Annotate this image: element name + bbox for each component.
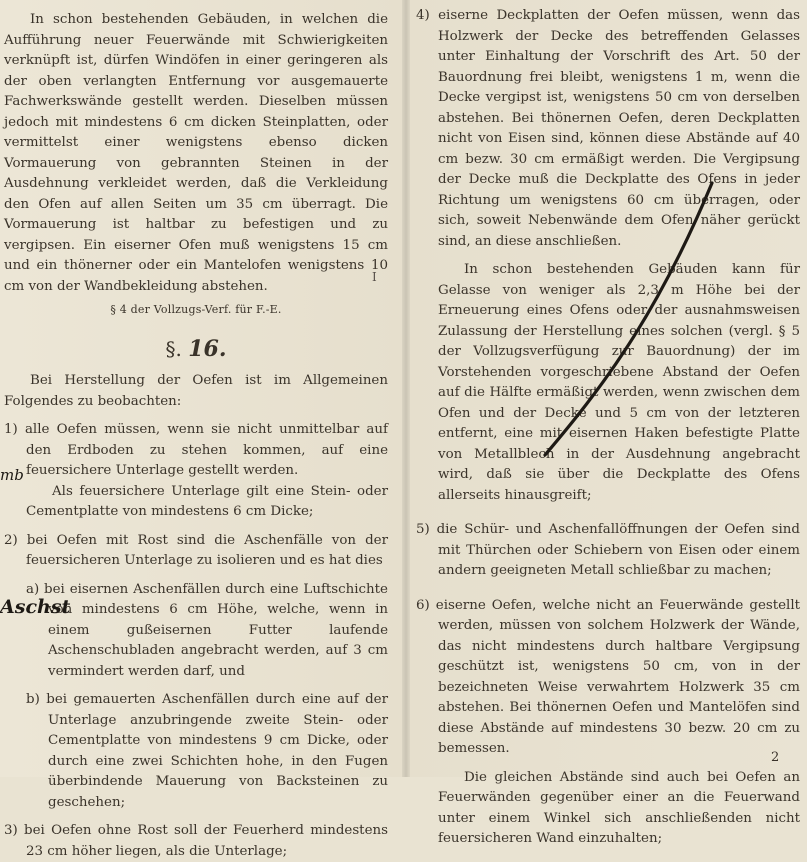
- list-item-1: 1) alle Oefen müssen, wenn sie nicht unmittelbar auf den Erdboden zu stehen kommen, auf eine feuersichere Unterlage gestellt werden.: [4, 422, 388, 478]
- right-column: [416, 6, 800, 850]
- handwritten-note-1: mb: [0, 466, 24, 484]
- reference-note-1: § 4 der Vollzugs-Verf. für F.-E.: [110, 303, 282, 316]
- section-symbol: §.: [165, 336, 182, 361]
- section-number: 16.: [188, 335, 227, 362]
- page-number: 2: [771, 750, 780, 765]
- list-item-1-note: Als feuersichere Unterlage gilt eine Stein- oder Cementplatte von mindestens 6 cm Dicke;: [26, 483, 388, 519]
- list-item-2a: a) bei eisernen Aschenfällen durch eine Luftschichte von mindestens 6 cm Höhe, welche, wenn in einem gußeisernen Futter laufende Aschenschubladen angebracht werden, auf 3 cm vermindert werden darf, und: [26, 581, 388, 679]
- section-intro: Bei Herstellung der Oefen ist im Allgemeinen Folgendes zu beobachten:: [4, 373, 388, 409]
- margin-mark: I: [372, 270, 377, 284]
- page-fold: [402, 0, 410, 777]
- list-item-2: 2) bei Oefen mit Rost sind die Aschenfälle von der feuersicheren Unterlage zu isolieren und es hat dies: [4, 532, 388, 568]
- list-item-3: 3) bei Oefen ohne Rost soll der Feuerherd mindestens 23 cm höher liegen, als die Unterlage;: [4, 823, 388, 859]
- section-heading: [4, 335, 388, 362]
- left-paragraph-1: In schon bestehenden Gebäuden, in welchen die Aufführung neuer Feuerwände mit Schwierigkeiten verknüpft ist, dürfen Windöfen in einer geringeren als der oben verlangten Entfernung vor ausgemauerte Fachwerkswände gestellt werden. Dieselben müssen jedoch mit mindestens 6 cm dicken Steinplatten, oder vermittelst einer wenigstens ebenso dicken Vormauerung von gebrannten Steinen in der Ausdehnung verkleidet werden, daß die Verkleidung den Ofen auf allen Seiten um 35 cm überragt. Die Vormauerung ist haltbar zu befestigen und zu vergipsen. Ein eiserner Ofen muß wenigstens 15 cm und ein thönerner oder ein Mantelofen wenigstens 10 cm von der Wandbekleidung abstehen.: [4, 12, 388, 294]
- list-item-6-note: Die gleichen Abstände sind auch bei Oefen an Feuerwänden gegenüber einer an die Feuerwand unter einem Winkel sich anschließenden nicht feuersicheren Wand einzuhalten;: [438, 769, 800, 846]
- handwritten-note-2: Aschst: [0, 596, 71, 618]
- left-column: [4, 10, 388, 862]
- list-item-4-note: In schon bestehenden Gebäuden kann für Gelasse von weniger als 2,3 m Höhe bei der Erneuerung eines Ofens oder der ausnahmsweisen Zulassung der Herstellung eines solchen (vergl. § 5 der Vollzugsverfügung zur Bauordnung) der im Vorstehenden vorgeschriebene Abstand der Oefen auf die Hälfte ermäßigt werden, wenn zwischen dem Ofen und der Decke und 5 cm von der letzteren entfernt, eine mit eisernen Haken befestigte Platte von Metallblech in der Ausdehnung angebracht wird, daß sie über die Deckplatte des Ofens allerseits hinausgreift;: [438, 262, 800, 503]
- list-item-6: 6) eiserne Oefen, welche nicht an Feuerwände gestellt werden, müssen von solchem Holzwerk der Wände, das nicht mindestens durch haltbare Vergipsung geschützt ist, wenigstens 50 cm, von in der bezeichneten Weise verwahrtem Holzwerk 35 cm abstehen. Bei thönernen Oefen und Mantelöfen sind diese Abstände auf mindestens 30 bezw. 20 cm zu bemessen.: [416, 597, 800, 756]
- list-item-2b: b) bei gemauerten Aschenfällen durch eine auf der Unterlage anzubringende zweite Stein- oder Cementplatte von mindestens 9 cm Dicke, oder durch eine zwei Schichten hohe, in den Fugen überbindende Mauerung von Backsteinen zu geschehen;: [26, 692, 388, 810]
- list-item-5: 5) die Schür- und Aschenfallöffnungen der Oefen sind mit Thürchen oder Schiebern von Eisen oder einem andern geeigneten Metall schließbar zu machen;: [416, 522, 800, 578]
- list-item-4: 4) eiserne Deckplatten der Oefen müssen, wenn das Holzwerk der Decke des betreffenden Gelasses unter Einhaltung der Vorschrift des Art. 50 der Bauordnung frei bleibt, wenigstens 1 m, wenn die Decke vergipst ist, wenigstens 50 cm von derselben abstehen. Bei thönernen Oefen, deren Deckplatten nicht von Eisen sind, können diese Abstände auf 40 cm bezw. 30 cm ermäßigt werden. Die Vergipsung der Decke muß die Deckplatte des Ofens in jeder Richtung um wenigstens 60 cm überragen, oder sich, soweit Nebenwände dem Ofen näher gerückt sind, an diese anschließen.: [416, 8, 800, 249]
